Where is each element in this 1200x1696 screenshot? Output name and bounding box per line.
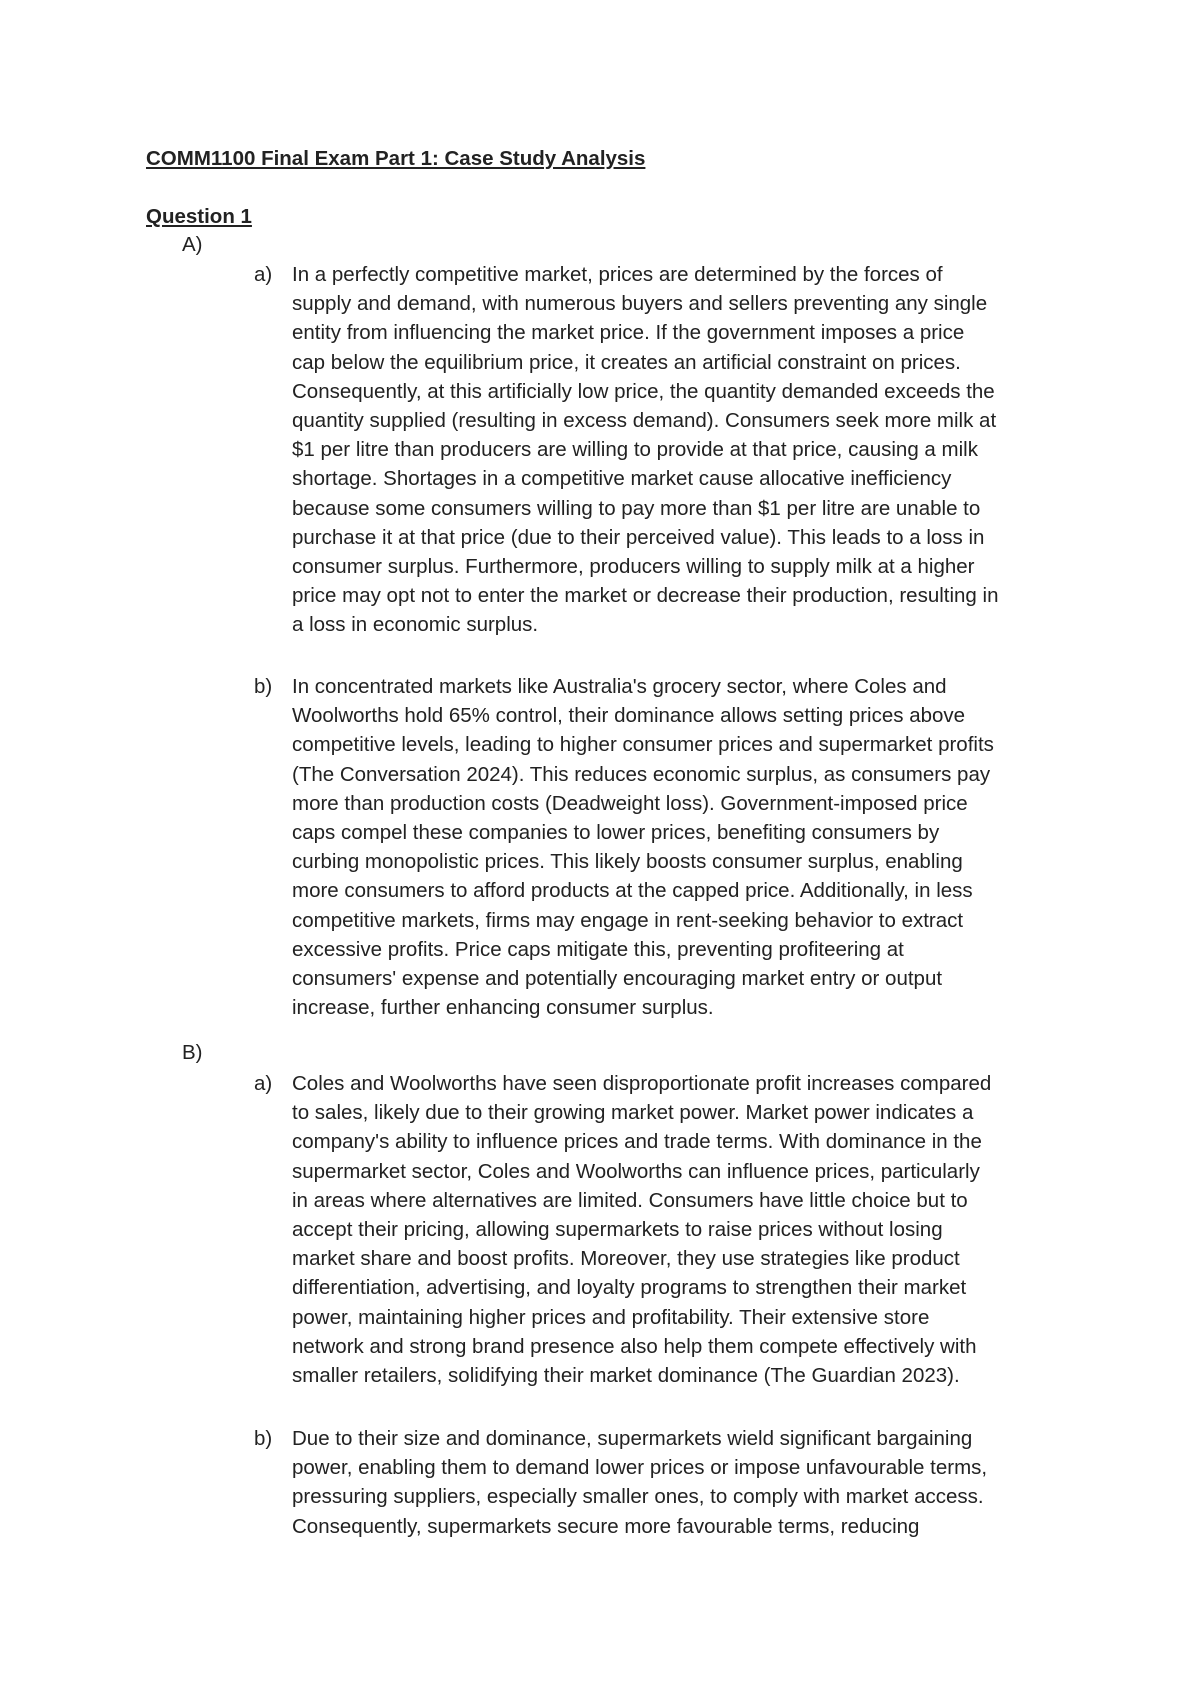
question-heading: Question 1 bbox=[146, 205, 252, 228]
answer-paragraph: Due to their size and dominance, supermarkets wield significant bargaining power, enabling them to demand lower prices or impose unfavourable terms, pressuring suppliers, especially smaller ones, to comply with market access. Consequently, supermarkets secure more favourable terms, reducing bbox=[292, 1427, 988, 1538]
list-marker: a) bbox=[254, 263, 273, 286]
part-b-label: B) bbox=[182, 1041, 203, 1064]
answer-paragraph: In concentrated markets like Australia's grocery sector, where Coles and Woolworths hold 65% control, their dominance allows setting prices above competitive levels, leading to higher consumer prices and supermarket profits (The Conversation 2024). This reduces economic surplus, as consumers pay more than production costs (Deadweight loss). Government-imposed price caps compel these companies to lower prices, benefiting consumers by curbing monopolistic prices. This likely boosts consumer surplus, enabling more consumers to afford products at the capped price. Additionally, in less competitive markets, firms may engage in rent-seeking behavior to extract excessive profits. Price caps mitigate this, preventing profiteering at consumers' expense and potentially encouraging market entry or output increase, further enhancing consumer surplus. bbox=[292, 675, 994, 1020]
answer-paragraph: In a perfectly competitive market, prices are determined by the forces of supply and demand, with numerous buyers and sellers preventing any single entity from influencing the market price. If the government imposes a price cap below the equilibrium price, it creates an artificial constraint on prices. Consequently, at this artificially low price, the quantity demanded exceeds the quantity supplied (resulting in excess demand). Consumers seek more milk at $1 per litre than producers are willing to provide at that price, causing a milk shortage. Shortages in a competitive market cause allocative inefficiency because some consumers willing to pay more than $1 per litre are unable to purchase it at that price (due to their perceived value). This leads to a loss in consumer surplus. Furthermore, producers willing to supply milk at a higher price may opt not to enter the market or decrease their production, resulting in a loss in economic surplus. bbox=[292, 263, 999, 637]
list-marker: a) bbox=[254, 1072, 273, 1095]
part-b-item-a bbox=[254, 1069, 1074, 1390]
part-a-item-b bbox=[254, 672, 1074, 1022]
document-title: COMM1100 Final Exam Part 1: Case Study Analysis bbox=[146, 147, 646, 170]
answer-paragraph: Coles and Woolworths have seen disproportionate profit increases compared to sales, likely due to their growing market power. Market power indicates a company's ability to influence prices and trade terms. With dominance in the supermarket sector, Coles and Woolworths can influence prices, particularly in areas where alternatives are limited. Consumers have little choice but to accept their pricing, allowing supermarkets to raise prices without losing market share and boost profits. Moreover, they use strategies like product differentiation, advertising, and loyalty programs to strengthen their market power, maintaining higher prices and profitability. Their extensive store network and strong brand presence also help them compete effectively with smaller retailers, solidifying their market dominance (The Guardian 2023). bbox=[292, 1072, 992, 1388]
list-marker: b) bbox=[254, 675, 273, 698]
list-marker: b) bbox=[254, 1427, 273, 1450]
part-a-label: A) bbox=[182, 233, 203, 256]
part-b-item-b bbox=[254, 1424, 1074, 1541]
part-a-item-a bbox=[254, 260, 1074, 640]
